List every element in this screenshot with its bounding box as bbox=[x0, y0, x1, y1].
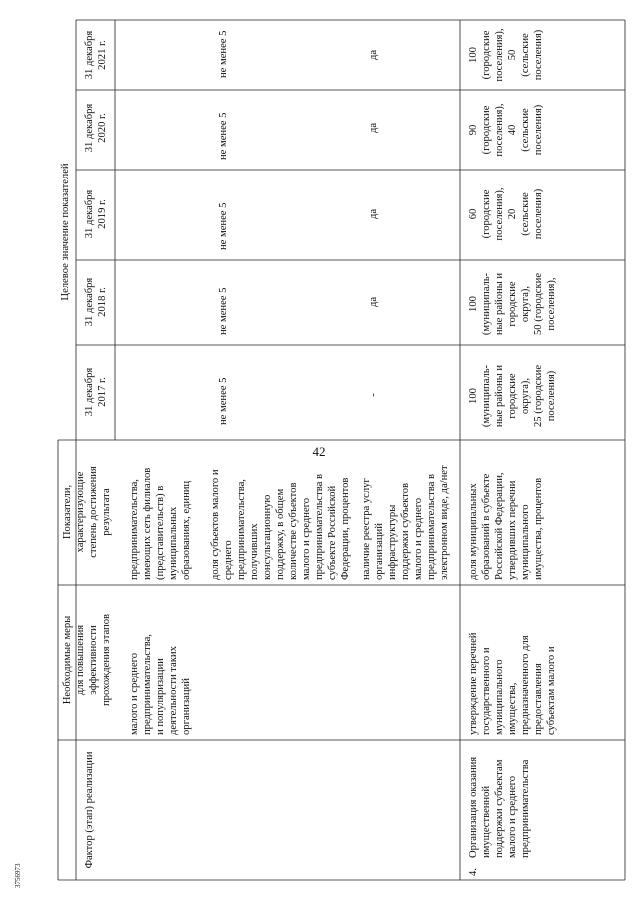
header-measures-line: Необходимые меры bbox=[62, 615, 73, 705]
date-line: 31 декабря bbox=[84, 30, 95, 80]
cell-line: доля субъектов малого и bbox=[210, 469, 221, 580]
cell-line: поддержку, в общем bbox=[275, 488, 286, 580]
value-a-2021: не менее 5 bbox=[218, 30, 229, 78]
header-measures-line: эффективности bbox=[88, 625, 99, 695]
cell-line: образованиях, единиц bbox=[181, 480, 192, 580]
cell-line: поселения) bbox=[546, 370, 557, 422]
cell-line: 50 bbox=[507, 49, 518, 61]
page-number: 42 bbox=[312, 444, 326, 459]
value-a-2017: не менее 5 bbox=[218, 377, 229, 425]
header-date-2018 bbox=[84, 278, 108, 327]
cell-line: округа), bbox=[520, 285, 531, 323]
cell-line: поселения), bbox=[494, 187, 505, 241]
cell-line: (сельские bbox=[520, 33, 531, 77]
cell-line: городские bbox=[507, 281, 518, 327]
continuation-indicator-a bbox=[129, 468, 192, 580]
cell-line: имущественной bbox=[481, 785, 492, 858]
cell-line: имущества, bbox=[507, 682, 518, 735]
cell-line: (сельские bbox=[520, 108, 531, 152]
item4-value-2018 bbox=[468, 272, 557, 335]
value-b-2018: да bbox=[368, 296, 379, 308]
cell-line: 40 bbox=[507, 124, 518, 136]
cell-line: предпринимательства, bbox=[236, 479, 247, 580]
date-line: 2017 г. bbox=[97, 377, 108, 407]
cell-line: предназначенного для bbox=[520, 635, 531, 735]
cell-line: предпринимательства в bbox=[426, 474, 437, 580]
cell-line: получивших bbox=[249, 523, 260, 580]
cell-line: поддержки субъектам bbox=[494, 759, 505, 858]
item4-measures bbox=[468, 632, 557, 735]
cell-line: муниципальных bbox=[168, 506, 179, 580]
header-factor: Фактор (этап) реализации bbox=[84, 751, 95, 869]
cell-line: имеющих сеть филиалов bbox=[142, 467, 153, 580]
cell-line: малого и среднего bbox=[301, 497, 312, 580]
item4-value-2017 bbox=[468, 364, 557, 427]
cell-line: (городские bbox=[481, 189, 492, 239]
cell-line: и популяризации bbox=[155, 658, 166, 735]
cell-line: 20 bbox=[507, 208, 518, 220]
header-date-2019 bbox=[84, 190, 108, 239]
cell-line: субъектам малого и bbox=[546, 646, 557, 735]
continuation-measures bbox=[129, 634, 192, 735]
date-line: 2018 г. bbox=[97, 287, 108, 317]
cell-line: малого и среднего bbox=[507, 775, 518, 858]
cell-line: деятельности таких bbox=[168, 646, 179, 735]
date-line: 31 декабря bbox=[84, 189, 95, 239]
side-code: 3756973 bbox=[14, 863, 22, 888]
cell-line: субъекте Российской bbox=[327, 485, 338, 580]
header-measures-line: для повышения bbox=[75, 624, 86, 696]
cell-line: организаций bbox=[181, 678, 192, 735]
item4-value-2019 bbox=[468, 187, 544, 240]
cell-line: (муниципаль- bbox=[481, 364, 492, 428]
cell-line: утвердивших перечни bbox=[507, 480, 518, 580]
cell-line: поддержки субъектов bbox=[400, 482, 411, 580]
cell-line: муниципального bbox=[494, 659, 505, 735]
cell-line: поселения), bbox=[494, 103, 505, 157]
cell-line: количестве субъектов bbox=[288, 482, 299, 580]
header-measures bbox=[62, 614, 112, 706]
header-measures-line: прохождения этапов bbox=[101, 613, 112, 707]
item4-factor bbox=[468, 757, 531, 858]
cell-line: предпринимательства, bbox=[129, 479, 140, 580]
cell-line: Российской Федерации, bbox=[494, 472, 505, 580]
item4-indicator bbox=[468, 472, 544, 580]
header-indicators bbox=[62, 466, 112, 558]
cell-line: поселения) bbox=[533, 104, 544, 156]
date-line: 2019 г. bbox=[97, 199, 108, 229]
cell-line: Федерации, процентов bbox=[340, 477, 351, 580]
date-line: 2021 г. bbox=[97, 40, 108, 70]
cell-line: предпринимательства bbox=[520, 759, 531, 858]
cell-line: 100 bbox=[468, 296, 479, 312]
cell-line: (представительств) в bbox=[155, 485, 166, 580]
header-indicators-line: результата bbox=[101, 488, 112, 536]
date-line: 31 декабря bbox=[84, 103, 95, 153]
cell-line: доля муниципальных bbox=[468, 483, 479, 580]
cell-line: утверждение перечней bbox=[468, 632, 479, 735]
cell-line: малого и среднего bbox=[129, 652, 140, 735]
header-indicators-line: степень достижения bbox=[88, 466, 99, 558]
value-a-2018: не менее 5 bbox=[218, 287, 229, 335]
item4-value-2020 bbox=[468, 103, 544, 156]
cell-line: поселения), bbox=[546, 277, 557, 331]
value-b-2019: да bbox=[368, 208, 379, 220]
date-line: 2020 г. bbox=[97, 113, 108, 143]
cell-line: (городские bbox=[481, 105, 492, 155]
cell-line: поселения) bbox=[533, 29, 544, 81]
cell-line: ные районы и bbox=[494, 272, 505, 336]
cell-line: электронном виде, да/нет bbox=[439, 465, 450, 580]
cell-line: инфраструктуры bbox=[387, 504, 398, 580]
cell-line: предпринимательства в bbox=[314, 474, 325, 580]
cell-line: ные районы и bbox=[494, 364, 505, 428]
cell-line: предпринимательства, bbox=[142, 634, 153, 735]
cell-line: (сельские bbox=[520, 192, 531, 236]
value-b-2017: - bbox=[368, 393, 379, 397]
cell-line: поселения) bbox=[533, 188, 544, 240]
date-line: 31 декабря bbox=[84, 367, 95, 417]
continuation-indicator-b bbox=[210, 469, 351, 580]
value-a-2020: не менее 5 bbox=[218, 112, 229, 160]
header-date-2017 bbox=[84, 368, 108, 417]
item4-number: 4. bbox=[468, 868, 479, 876]
cell-line: наличие реестра услуг bbox=[361, 478, 372, 580]
value-b-2021: да bbox=[368, 49, 379, 61]
header-date-2021 bbox=[84, 31, 108, 80]
cell-line: городские bbox=[507, 373, 518, 419]
cell-line: округа), bbox=[520, 377, 531, 415]
cell-line: имущества, процентов bbox=[533, 477, 544, 580]
cell-line: Организация оказания bbox=[468, 756, 479, 858]
continuation-indicator-c bbox=[361, 465, 450, 580]
cell-line: 25 (городские bbox=[533, 364, 544, 428]
cell-line: государственного и bbox=[481, 647, 492, 735]
cell-line: образований в субъекте bbox=[481, 473, 492, 580]
cell-line: предоставления bbox=[533, 663, 544, 735]
cell-line: 50 (городские bbox=[533, 272, 544, 336]
cell-line: (муниципаль- bbox=[481, 272, 492, 336]
cell-line: 100 bbox=[468, 47, 479, 63]
cell-line: малого и среднего bbox=[413, 497, 424, 580]
header-indicators-line: характеризующие bbox=[75, 471, 86, 553]
cell-line: 60 bbox=[468, 208, 479, 220]
cell-line: среднего bbox=[223, 540, 234, 580]
cell-line: муниципального bbox=[520, 504, 531, 580]
cell-line: организаций bbox=[374, 523, 385, 580]
value-a-2019: не менее 5 bbox=[218, 202, 229, 250]
header-indicators-line: Показатели, bbox=[62, 484, 73, 540]
cell-line: 90 bbox=[468, 124, 479, 136]
value-b-2020: да bbox=[368, 122, 379, 134]
item4-value-2021 bbox=[468, 28, 544, 81]
cell-line: 100 bbox=[468, 388, 479, 404]
header-date-2020 bbox=[84, 104, 108, 153]
header-target-group: Целевое значение показателей bbox=[60, 163, 71, 301]
cell-line: консультационную bbox=[262, 494, 273, 580]
cell-line: (городские bbox=[481, 30, 492, 80]
cell-line: поселения), bbox=[494, 28, 505, 82]
date-line: 31 декабря bbox=[84, 277, 95, 327]
